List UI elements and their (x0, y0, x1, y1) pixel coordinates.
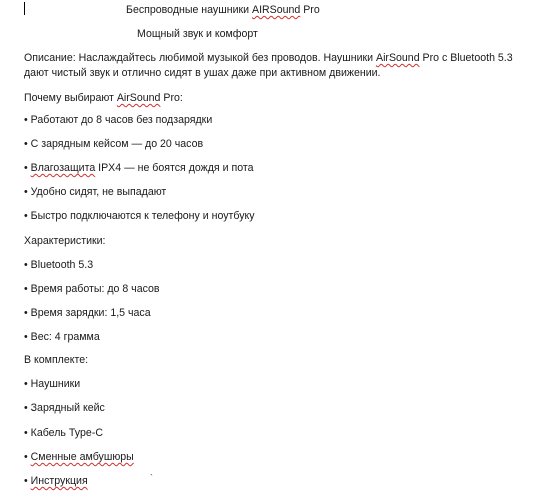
benefit-item: • С зарядным кейсом — до 20 часов (24, 138, 204, 150)
why-heading: Почему выбирают AirSound Pro: (24, 92, 183, 104)
document-title: Беспроводные наушники AIRSound Pro (126, 4, 320, 16)
kit-item: • Зарядный кейс (24, 402, 105, 414)
kit-heading: В комплекте: (24, 354, 89, 366)
text-cursor (24, 2, 25, 15)
kit-item: • Кабель Type-C (24, 427, 103, 439)
spec-item: • Вес: 4 грамма (24, 331, 100, 343)
description-paragraph: Описание: Наслаждайтесь любимой музыкой без проводов. Наушники AirSound Pro с Bluetooth 5.3 дают чистый звук и отлично сидят в ушах даже при активном движении. (24, 52, 513, 79)
kit-item: • Наушники (24, 378, 81, 390)
benefit-item-ipx4: • Влагозащита IPX4 — не боятся дождя и пота (24, 162, 254, 174)
spec-item: • Bluetooth 5.3 (24, 259, 94, 271)
kit-item-ear-tips: • Сменные амбушюры (24, 451, 134, 463)
benefit-item: • Работают до 8 часов без подзарядки (24, 114, 213, 126)
spec-item: • Время работы: до 8 часов (24, 283, 160, 295)
kit-item-manual: • Инструкция (24, 475, 88, 487)
benefit-item: • Быстро подключаются к телефону и ноутбуку (24, 210, 255, 222)
spec-item: • Время зарядки: 1,5 часа (24, 307, 151, 319)
document-subtitle: Мощный звук и комфорт (137, 28, 258, 40)
specs-heading: Характеристики: (24, 235, 106, 247)
stray-backtick-mark: ` (150, 473, 153, 483)
benefit-item: • Удобно сидят, не выпадают (24, 186, 167, 198)
